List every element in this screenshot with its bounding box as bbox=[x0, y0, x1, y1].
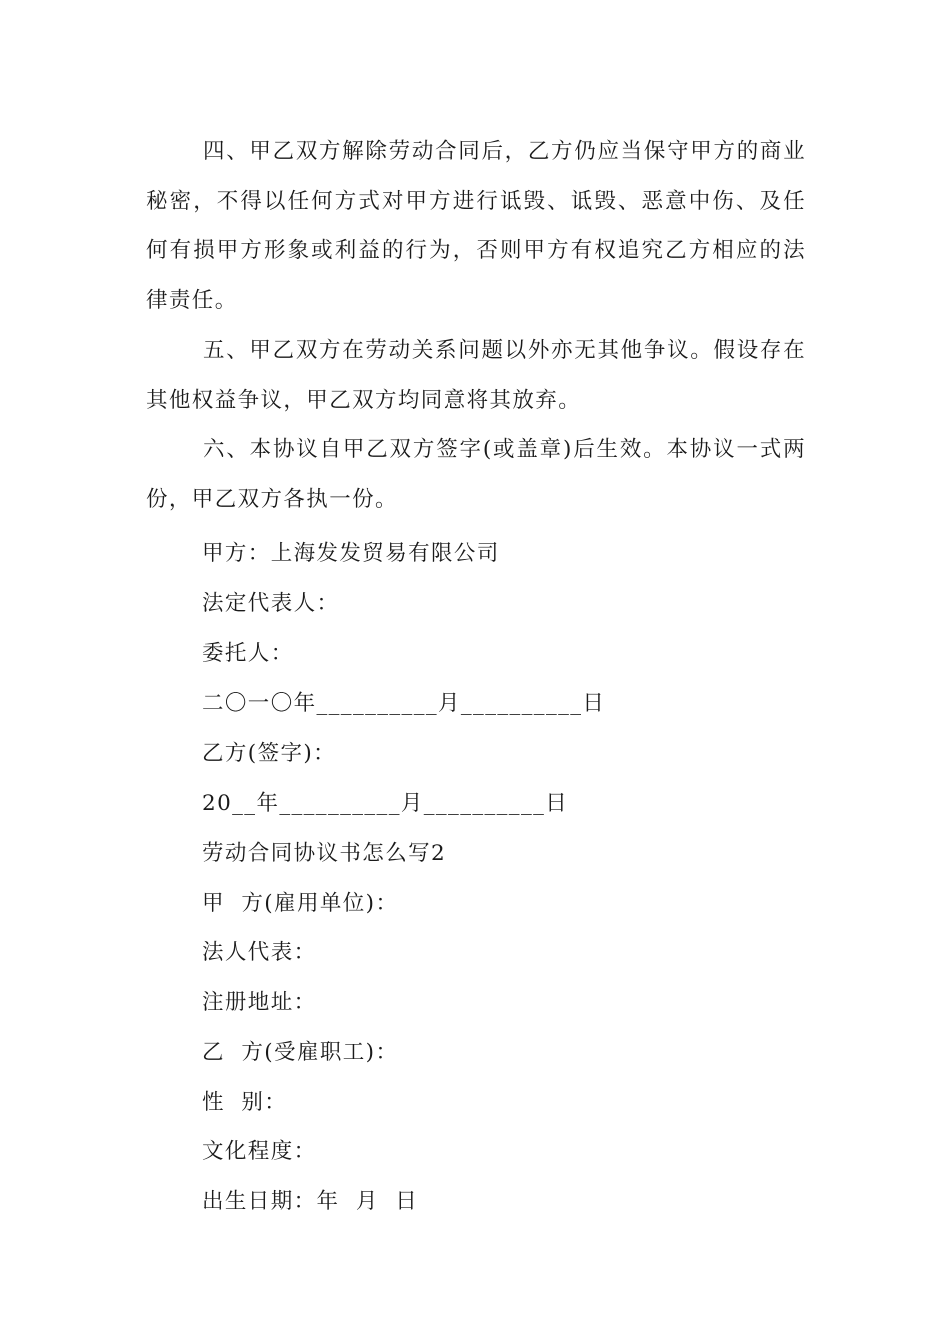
party-b-signature-line: 乙方(签字)： bbox=[202, 741, 337, 766]
party-a-line: 甲方：上海发发贸易有限公司 bbox=[202, 541, 500, 566]
employee-line: 乙 方(受雇职工)： bbox=[202, 1040, 399, 1065]
paragraph-clause-6: 六、本协议自甲乙双方签字(或盖章)后生效。本协议一式两份，甲乙双方各执一份。 bbox=[146, 437, 806, 512]
employer-line: 甲 方(雇用单位)： bbox=[202, 891, 399, 916]
party-a-date-line: 二〇一〇年__________月__________日 bbox=[202, 691, 606, 716]
paragraph-clause-5: 五、甲乙双方在劳动关系问题以外亦无其他争议。假设存在其他权益争议，甲乙双方均同意将其放弃。 bbox=[146, 338, 806, 413]
trustee-line: 委托人： bbox=[202, 641, 294, 666]
paragraph-clause-4: 四、甲乙双方解除劳动合同后，乙方仍应当保守甲方的商业秘密，不得以任何方式对甲方进行诋毁、诋毁、恶意中伤、及任何有损甲方形象或利益的行为，否则甲方有权追究乙方相应的法律责任。 bbox=[146, 139, 806, 313]
education-line: 文化程度： bbox=[202, 1139, 317, 1164]
legal-representative-line: 法定代表人： bbox=[202, 591, 340, 616]
legal-person-line: 法人代表： bbox=[202, 940, 317, 965]
section-title: 劳动合同协议书怎么写2 bbox=[202, 841, 447, 866]
registered-address-line: 注册地址： bbox=[202, 990, 317, 1015]
gender-line: 性 别： bbox=[202, 1090, 288, 1115]
birth-date-line: 出生日期：年 月 日 bbox=[202, 1189, 419, 1214]
party-b-date-line: 20__年__________月__________日 bbox=[202, 791, 569, 816]
